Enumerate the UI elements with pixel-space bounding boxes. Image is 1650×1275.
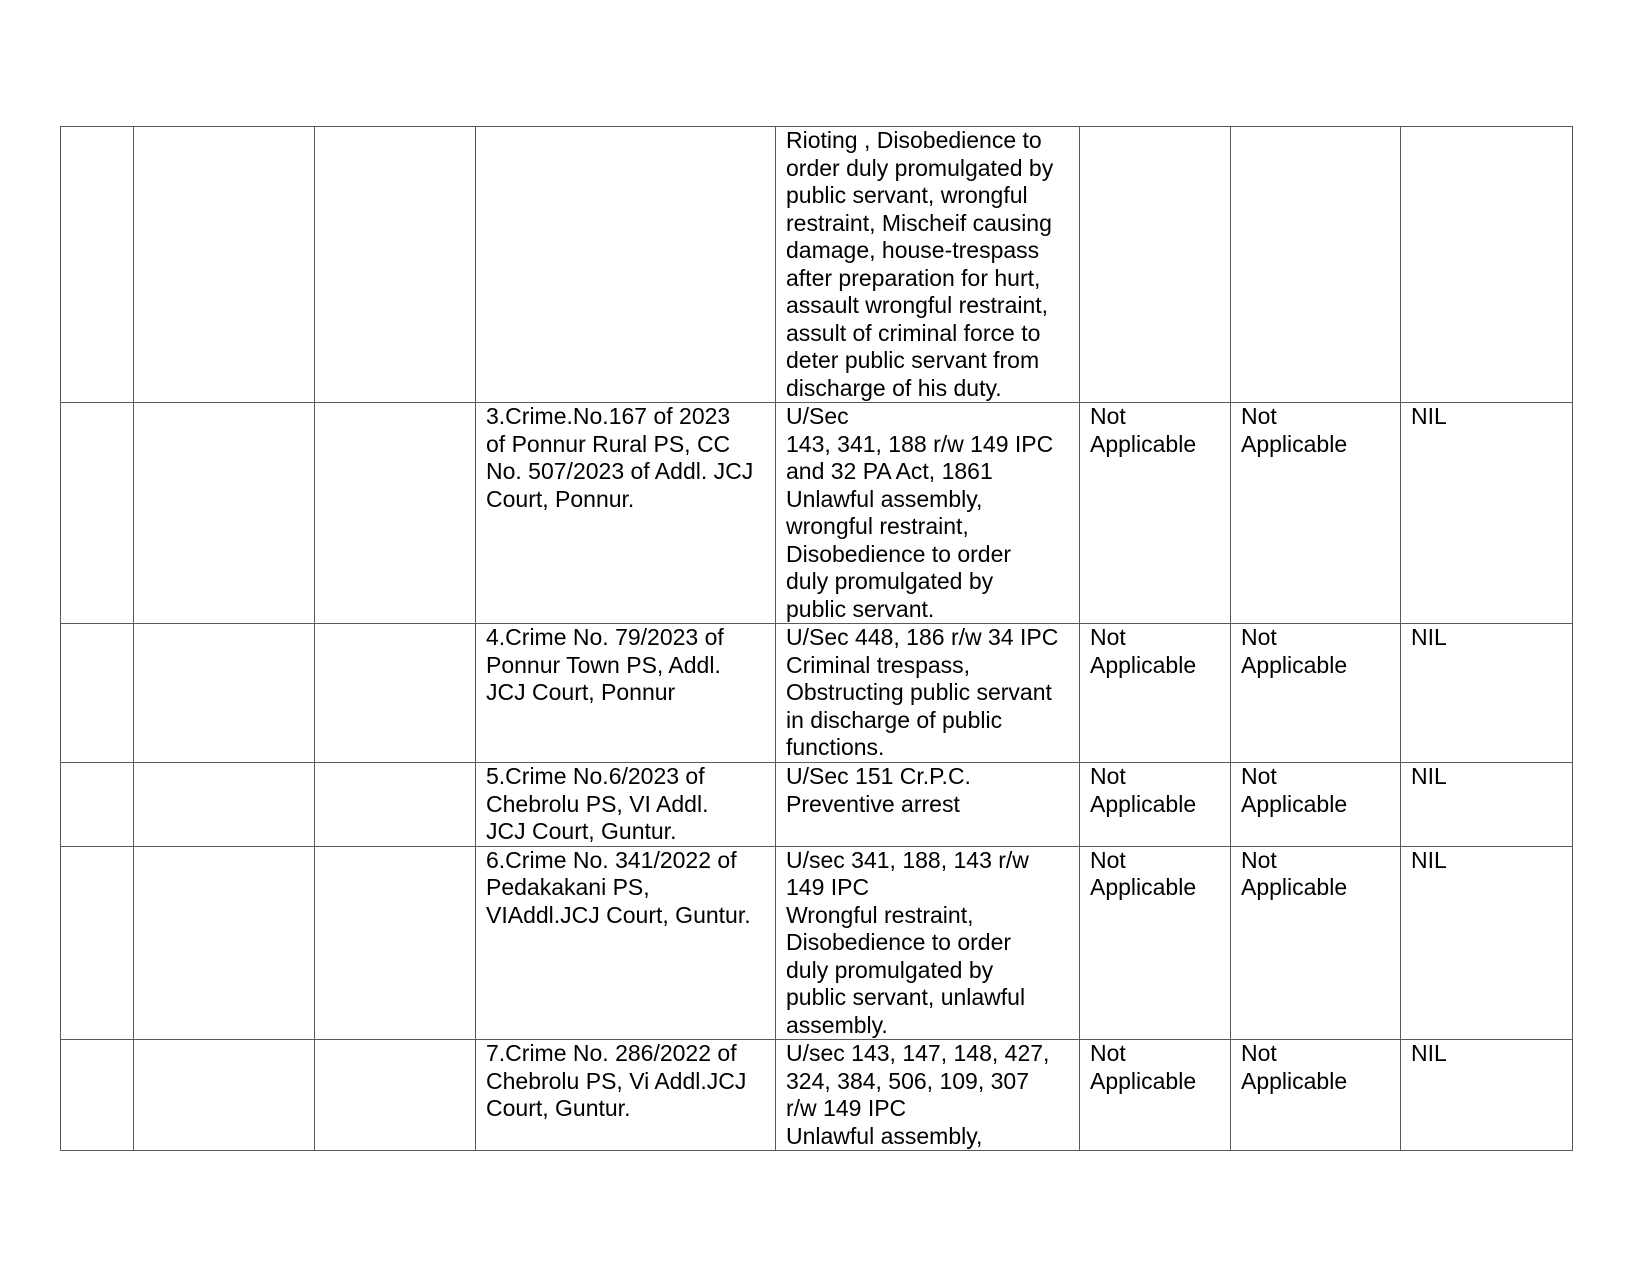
applicability-cell: Not Applicable [1231,1040,1401,1151]
applicability-cell [1231,127,1401,403]
table-row [61,403,1573,624]
offence-cell: U/Sec 143, 341, 188 r/w 149 IPC and 32 PA Act, 1861 Unlawful assembly, wrongful restraint, Disobedience to order duly promulgated by public servant. [776,403,1080,624]
serial-cell [61,624,134,763]
offence-cell: U/Sec 448, 186 r/w 34 IPC Criminal trespass, Obstructing public servant in discharge of public functions. [776,624,1080,763]
name-cell [134,403,315,624]
name-cell [134,846,315,1040]
offence-cell: U/sec 143, 147, 148, 427, 324, 384, 506, 109, 307 r/w 149 IPC Unlawful assembly, [776,1040,1080,1151]
table-row [61,127,1573,403]
remarks-cell: NIL [1401,763,1573,847]
serial-cell [61,1040,134,1151]
applicability-cell: Not Applicable [1080,846,1231,1040]
serial-cell [61,846,134,1040]
name-cell [134,1040,315,1151]
remarks-cell: NIL [1401,624,1573,763]
serial-cell [61,763,134,847]
table-row [61,763,1573,847]
remarks-cell: NIL [1401,1040,1573,1151]
cases-table [60,126,1573,1151]
applicability-cell [1080,127,1231,403]
applicability-cell: Not Applicable [1080,624,1231,763]
applicability-cell: Not Applicable [1080,763,1231,847]
details-cell [315,624,476,763]
offence-cell: U/Sec 151 Cr.P.C. Preventive arrest [776,763,1080,847]
remarks-cell: NIL [1401,846,1573,1040]
case-cell [476,127,776,403]
case-cell: 6.Crime No. 341/2022 of Pedakakani PS, VIAddl.JCJ Court, Guntur. [476,846,776,1040]
details-cell [315,846,476,1040]
offence-cell: U/sec 341, 188, 143 r/w 149 IPC Wrongful restraint, Disobedience to order duly promulgated by public servant, unlawful assembly. [776,846,1080,1040]
name-cell [134,624,315,763]
applicability-cell: Not Applicable [1080,403,1231,624]
name-cell [134,763,315,847]
details-cell [315,403,476,624]
offence-cell: Rioting , Disobedience to order duly promulgated by public servant, wrongful restraint, Mischeif causing damage, house-trespass after preparation for hurt, assault wrongful restraint, assult of criminal force to deter public servant from discharge of his duty. [776,127,1080,403]
remarks-cell [1401,127,1573,403]
case-cell: 4.Crime No. 79/2023 of Ponnur Town PS, Addl. JCJ Court, Ponnur [476,624,776,763]
table-row [61,846,1573,1040]
case-cell: 7.Crime No. 286/2022 of Chebrolu PS, Vi Addl.JCJ Court, Guntur. [476,1040,776,1151]
table-row [61,624,1573,763]
applicability-cell: Not Applicable [1231,846,1401,1040]
case-cell: 5.Crime No.6/2023 of Chebrolu PS, VI Addl. JCJ Court, Guntur. [476,763,776,847]
table-row [61,1040,1573,1151]
applicability-cell: Not Applicable [1231,403,1401,624]
case-cell: 3.Crime.No.167 of 2023 of Ponnur Rural PS, CC No. 507/2023 of Addl. JCJ Court, Ponnur. [476,403,776,624]
applicability-cell: Not Applicable [1231,763,1401,847]
applicability-cell: Not Applicable [1231,624,1401,763]
details-cell [315,763,476,847]
details-cell [315,1040,476,1151]
applicability-cell: Not Applicable [1080,1040,1231,1151]
name-cell [134,127,315,403]
serial-cell [61,127,134,403]
remarks-cell: NIL [1401,403,1573,624]
details-cell [315,127,476,403]
serial-cell [61,403,134,624]
